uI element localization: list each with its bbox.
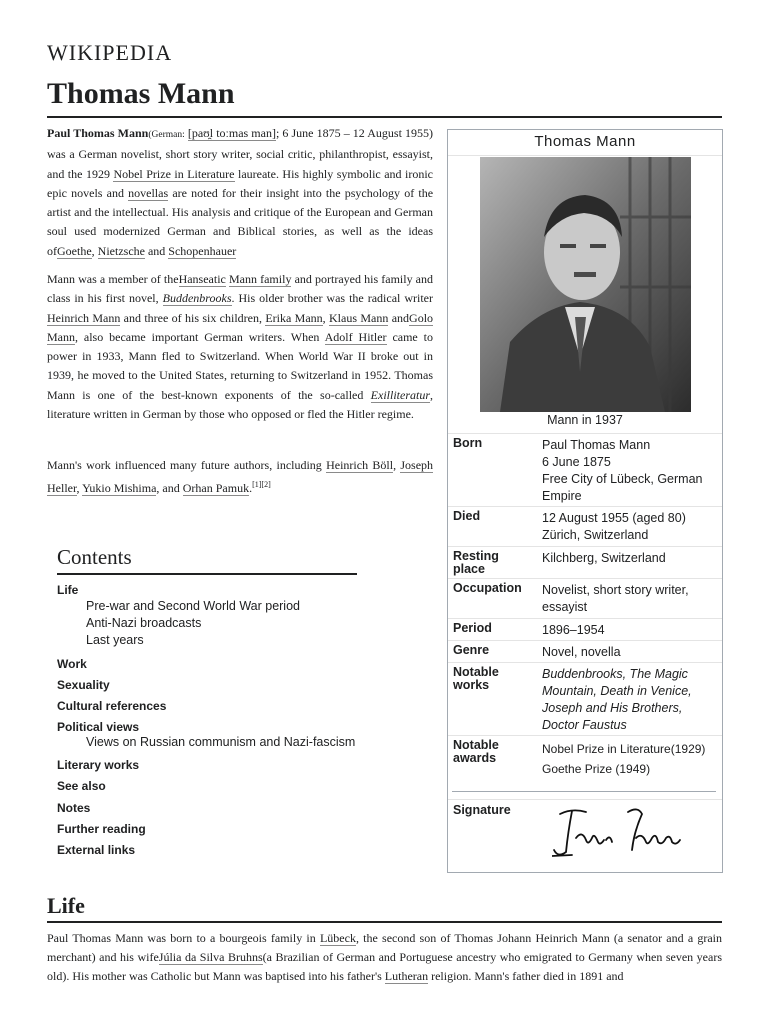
notable-works-value: Buddenbrooks, The Magic Mountain, Death in Venice, Joseph and His Brothers, Doctor Faustus: [542, 667, 692, 732]
section-heading-life: Life: [47, 893, 722, 923]
born-place: Free City of Lübeck, German Empire: [542, 472, 703, 503]
occupation-label: Occupation: [453, 581, 522, 595]
born-date: 6 June 1875: [542, 455, 611, 469]
toc-item-political-views[interactable]: Political views: [57, 720, 140, 734]
resting-place-value: Kilchberg, Switzerland: [542, 551, 666, 565]
heinrich-boll-link[interactable]: Heinrich Böll: [326, 458, 394, 472]
text-run: Paul Thomas Mann was born to a bourgeois family in: [47, 931, 316, 945]
heinrich-mann-link[interactable]: Heinrich Mann: [47, 310, 121, 325]
text-run: (a Brazilian of German and Portuguese ancestry who emigrated to Germany when seven years old). His mother was Catholic but Mann was baptised into his father's: [47, 950, 722, 983]
genre-value: Novel, novella: [542, 645, 621, 659]
julia-bruhns-link[interactable]: Júlia da Silva Bruhns: [158, 950, 263, 964]
exilliteratur-link[interactable]: Exilliteratur: [370, 387, 430, 402]
toc-item-notes[interactable]: Notes: [57, 801, 91, 815]
died-row: [448, 506, 722, 545]
signature-image[interactable]: [552, 802, 692, 862]
goethe-link[interactable]: Goethe: [57, 243, 92, 258]
notable-works-row: [448, 662, 722, 734]
text-run: and: [147, 243, 166, 258]
period-value: 1896–1954: [542, 623, 605, 637]
text-run: Mann was a member of the: [47, 272, 179, 286]
text-run: laureate. His highly symbolic and ironic epic novels and: [47, 166, 434, 200]
died-date: 12 August 1955 (aged 80): [542, 511, 686, 525]
contents-title: Contents: [57, 545, 357, 575]
award-1: [542, 741, 720, 758]
notable-works-label: Notable works: [453, 665, 499, 692]
wikipedia-wordmark[interactable]: WIKIPEDIA: [47, 40, 173, 65]
died-place: Zürich, Switzerland: [542, 528, 649, 542]
born-name: Paul Thomas Mann: [542, 438, 651, 452]
occupation-value: Novelist, short story writer, essayist: [542, 583, 689, 614]
golo-mann-link[interactable]: Golo Mann: [47, 310, 434, 344]
schopenhauer-link[interactable]: Schopenhauer: [168, 243, 237, 258]
text-run: came to power in 1933, Mann fled to Switzerland. When World War II broke out in 1939, he moved to the United States, returning to Switzerland in 1952. Thomas Mann is one of the best-known exponents of the so-called: [47, 329, 433, 402]
lubeck-link[interactable]: Lübeck: [319, 931, 356, 945]
born-label: Born: [453, 436, 483, 450]
lutheran-link[interactable]: Lutheran: [384, 969, 429, 983]
orhan-pamuk-link[interactable]: Orhan Pamuk: [182, 481, 250, 496]
intro-paragraph-1: Paul Thomas Mann(German: [paʊ̯l toːmas man]; 6 June 1875 – 12 August 1955) was a German novelist, short story writer, social critic, philanthropist, essayist, and the 1929 Nobel Prize in Literature laureate. His highly symbolic and ironic epic novels and novellas are noted for their insight into the psychology of the artist and the intellectual. His analysis and critique of the European and German soul used modernized German and Biblical stories, as well as the ideas ofGoethe, Nietzsche and Schopenhauer: [47, 126, 434, 258]
portrait-photo[interactable]: [480, 157, 691, 412]
text-run: , literature written in German by those who opposed or fled the Hitler regime.: [47, 387, 433, 422]
ipa-link[interactable]: [paʊ̯l toːmas man]: [187, 126, 276, 140]
toc-item-life[interactable]: Life: [57, 583, 79, 597]
notable-awards-label: Notable awards: [453, 738, 499, 765]
period-label: Period: [453, 621, 492, 635]
toc-item-see-also[interactable]: See also: [57, 779, 106, 793]
yukio-mishima-link[interactable]: Yukio Mishima: [82, 481, 157, 496]
page-title: Thomas Mann: [47, 76, 722, 118]
toc-item-further-reading[interactable]: Further reading: [57, 822, 146, 836]
award-1-name: Nobel Prize in Literature: [542, 742, 671, 756]
period-row: [448, 618, 722, 639]
notable-awards-row: [448, 735, 722, 784]
erika-mann-link[interactable]: Erika Mann: [265, 310, 323, 325]
text-run: are noted for their insight into the psychology of the artist and the intellectual. His analysis and critique of the European and German soul used modernized German and Biblical stories, as well as the ideas of: [47, 185, 434, 258]
text-run: ; 6 June 1875 – 12 August 1955) was a German novelist, short story writer, social critic, philanthropist, essayist, and the 1929: [47, 126, 434, 181]
award-2: [542, 761, 720, 778]
life-paragraph: [47, 929, 722, 986]
toc-item-literary-works[interactable]: Literary works: [57, 758, 140, 772]
born-value: [542, 437, 720, 505]
text-run: . His older brother was the radical writer: [231, 291, 434, 306]
genre-row: [448, 640, 722, 663]
toc-item-cultural-references[interactable]: Cultural references: [57, 699, 167, 713]
genre-label: Genre: [453, 643, 490, 657]
joseph-heller-link[interactable]: Joseph Heller: [47, 458, 434, 496]
resting-place-label: Resting place: [453, 549, 499, 576]
toc-item-sexuality[interactable]: Sexuality: [57, 678, 110, 692]
resting-place-row: [448, 546, 722, 577]
novellas-link[interactable]: novellas: [128, 185, 169, 200]
died-value: [542, 510, 720, 544]
award-2-name: Goethe Prize: [542, 762, 613, 776]
adolf-hitler-link[interactable]: Adolf Hitler: [324, 329, 387, 344]
toc-item-pre-war[interactable]: Pre-war and Second World War period: [86, 599, 300, 613]
subject-name: Paul Thomas Mann: [47, 126, 149, 140]
text-run: , the second son of Thomas Johann Heinrich Mann (a senator and a grain merchant) and his wife: [47, 931, 723, 964]
text-run: religion. Mann's father died in 1891 and: [431, 969, 624, 983]
intro-paragraph-2: Mann was a member of theHanseatic Mann family and portrayed his family and class in his first novel, Buddenbrooks. His older brother was the radical writer Heinrich Mann and three of his six children, Erika Mann, Klaus Mann andGolo Mann, also became important German writers. When Adolf Hitler came to power in 1933, Mann fled to Switzerland. When World War II broke out in 1939, he moved to the United States, returning to Switzerland in 1952. Thomas Mann is one of the best-known exponents of the so-called Exilliteratur, literature written in German by those who opposed or fled the Hitler regime.: [47, 272, 434, 422]
hanseatic-link[interactable]: Hanseatic: [178, 272, 226, 286]
nobel-prize-link[interactable]: Nobel Prize in Literature: [113, 166, 235, 181]
text-run: and three of his six children,: [123, 310, 262, 325]
notable-awards-value: [542, 739, 720, 778]
signature-label: Signature: [453, 803, 511, 817]
reference-marks[interactable]: [1][2]: [252, 480, 271, 490]
toc-item-work[interactable]: Work: [57, 657, 87, 671]
language-label: (German:: [148, 130, 185, 140]
table-of-contents: [57, 545, 357, 857]
award-2-year: (1949): [615, 762, 651, 776]
toc-item-last-years[interactable]: Last years: [86, 633, 144, 647]
photo-caption: Mann in 1937: [547, 413, 623, 427]
klaus-mann-link[interactable]: Klaus Mann: [329, 310, 389, 325]
intro-paragraph-3: Mann's work influenced many future authors, including Heinrich Böll, Joseph Heller, Yukio Mishima, and Orhan Pamuk.[1][2]: [47, 458, 434, 496]
toc-item-external-links[interactable]: External links: [57, 843, 136, 857]
text-run: Mann's work influenced many future authors, including: [47, 458, 322, 472]
occupation-row: [448, 578, 722, 617]
infobox-divider: [452, 791, 716, 792]
died-label: Died: [453, 509, 481, 523]
born-row: [448, 433, 722, 505]
buddenbrooks-link[interactable]: Buddenbrooks: [162, 291, 232, 306]
infobox-title: Thomas Mann: [448, 130, 722, 156]
text-run: , also became important German writers. When: [75, 329, 320, 344]
award-1-year: (1929): [670, 742, 706, 756]
nietzsche-link[interactable]: Nietzsche: [97, 243, 145, 258]
toc-item-views-russian[interactable]: Views on Russian communism and Nazi-fascism: [86, 735, 356, 749]
text-run: and portrayed his family and class in his first novel,: [47, 272, 434, 306]
toc-item-anti-nazi[interactable]: Anti-Nazi broadcasts: [86, 616, 202, 630]
mann-family-link[interactable]: Mann family: [229, 272, 292, 286]
infobox: [447, 129, 723, 873]
